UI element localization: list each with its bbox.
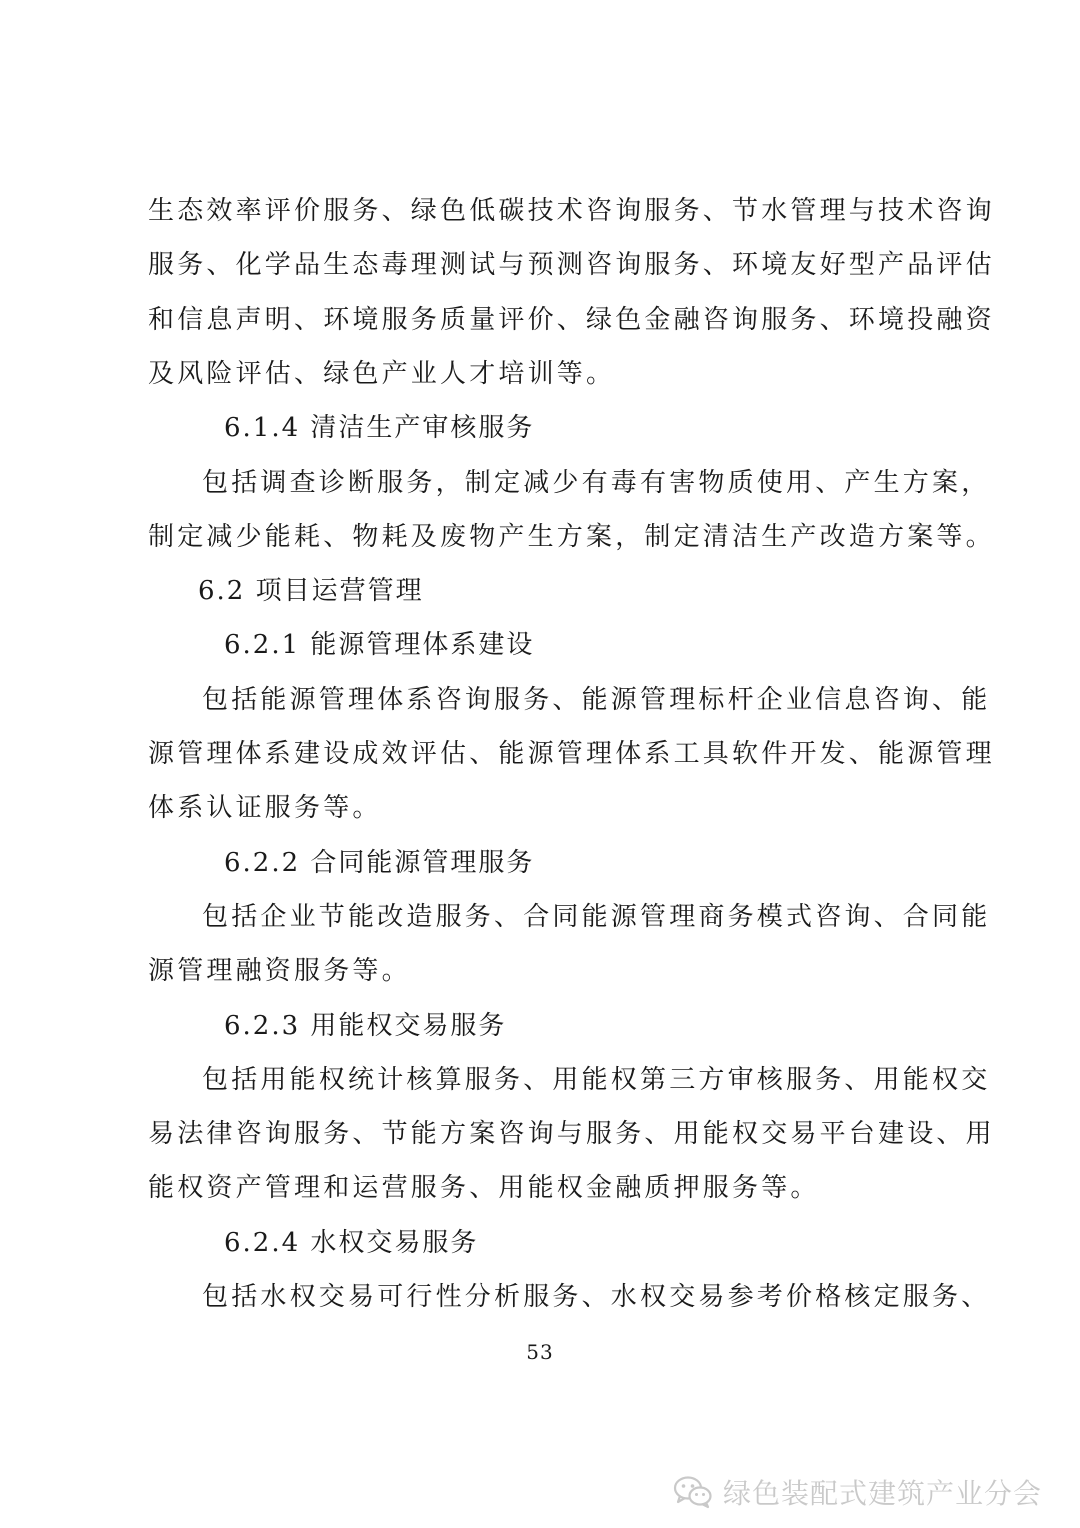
subsection-heading: 6.2.4 水权交易服务 [224, 1227, 479, 1258]
wechat-icon [673, 1475, 713, 1509]
paragraph-line: 体系认证服务等。 [148, 793, 382, 824]
paragraph-line: 源管理体系建设成效评估、能源管理体系工具软件开发、能源管理 [148, 739, 995, 769]
page-number: 53 [526, 1340, 554, 1364]
subsection-heading: 6.1.4 清洁生产审核服务 [224, 413, 535, 444]
paragraph-line: 包括企业节能改造服务、合同能源管理商务模式咨询、合同能 [202, 901, 991, 932]
paragraph-line: 易法律咨询服务、节能方案咨询与服务、用能权交易平台建设、用 [148, 1119, 995, 1150]
paragraph-line: 能权资产管理和运营服务、用能权金融质押服务等。 [148, 1173, 820, 1204]
section-heading: 6.2 项目运营管理 [198, 576, 424, 607]
watermark-text: 绿色装配式建筑产业分会 [722, 1477, 1042, 1510]
paragraph-line: 包括水权交易可行性分析服务、水权交易参考价格核定服务、 [202, 1282, 991, 1312]
paragraph-line: 包括调查诊断服务，制定减少有毒有害物质使用、产生方案， [202, 467, 991, 498]
paragraph-line: 及风险评估、绿色产业人才培训等。 [148, 358, 616, 389]
subsection-heading: 6.2.3 用能权交易服务 [224, 1010, 507, 1041]
paragraph-line: 制定减少能耗、物耗及废物产生方案，制定清洁生产改造方案等。 [148, 521, 995, 552]
paragraph-line: 包括用能权统计核算服务、用能权第三方审核服务、用能权交 [202, 1064, 991, 1095]
paragraph-line: 包括能源管理体系咨询服务、能源管理标杆企业信息咨询、能 [202, 684, 991, 715]
watermark [673, 1472, 1042, 1512]
paragraph-line: 服务、化学品生态毒理测试与预测咨询服务、环境友好型产品评估 [148, 250, 995, 281]
paragraph-line: 和信息声明、环境服务质量评价、绿色金融咨询服务、环境投融资 [148, 304, 995, 335]
paragraph-line: 生态效率评价服务、绿色低碳技术咨询服务、节水管理与技术咨询 [148, 196, 995, 226]
subsection-heading: 6.2.1 能源管理体系建设 [224, 630, 535, 661]
subsection-heading: 6.2.2 合同能源管理服务 [224, 847, 535, 878]
paragraph-line: 源管理融资服务等。 [148, 956, 411, 987]
